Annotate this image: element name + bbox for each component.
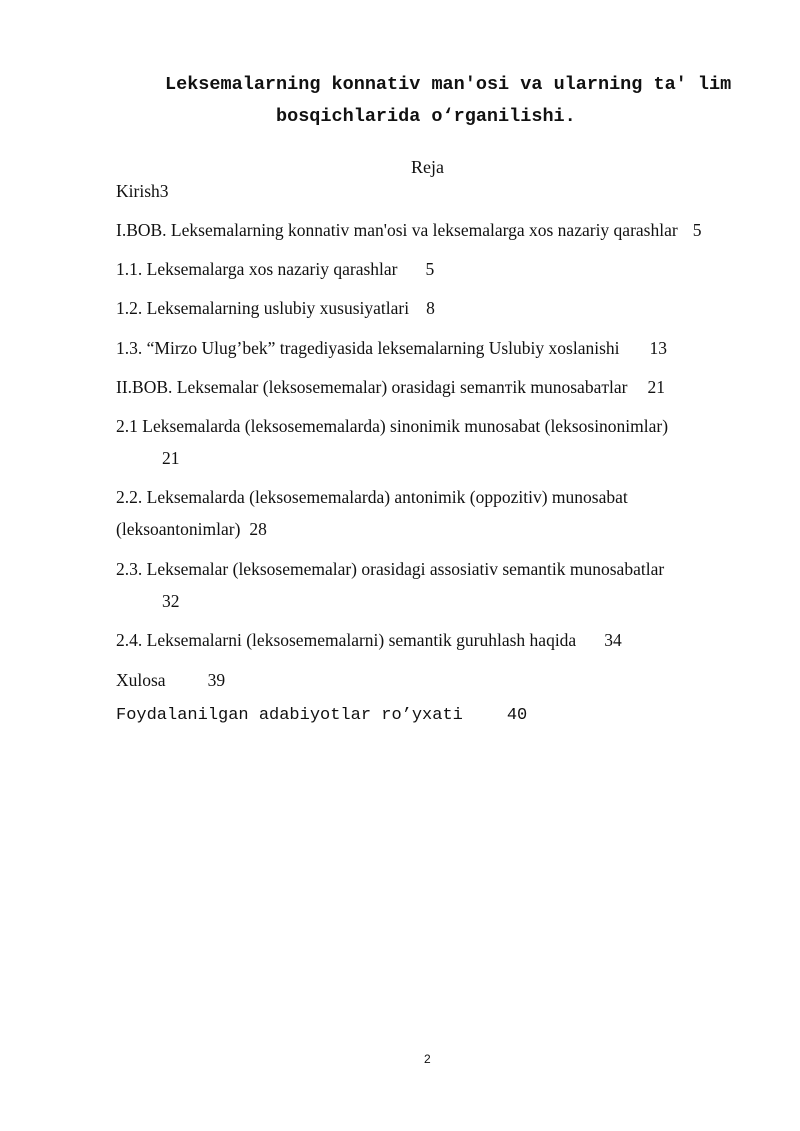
toc-entry-page: 39 (207, 670, 226, 690)
toc-entry-label: Foydalanilgan adabiyotlar ro’yxati (116, 706, 463, 725)
toc-entry-2-4 (116, 630, 622, 651)
toc-entry-page: 21 (647, 377, 665, 397)
page-number: 2 (424, 1052, 431, 1066)
toc-entry-label: I.BOB. Leksemalarning konnativ man'osi va leksemalarga xos nazariy qarashlar (116, 220, 678, 240)
toc-entry-label: 2.1 Leksemalarda (leksosememalarda) sinonimik munosabat (leksosinonimlar) (116, 416, 669, 436)
toc-entry-page: 5 (425, 259, 435, 279)
plan-heading: Reja (411, 157, 444, 177)
toc-entry-2-1 (116, 416, 668, 437)
toc-entry-page: 28 (249, 519, 267, 539)
toc-entry-label: Xulosa (116, 670, 166, 690)
toc-entry-1-3 (116, 338, 667, 359)
toc-entry-2-2-cont (116, 519, 267, 540)
toc-entry-label: Kirish (116, 181, 160, 201)
toc-entry-2-3 (116, 559, 664, 580)
toc-entry-page: 13 (649, 338, 667, 358)
toc-entry-label: 2.2. Leksemalarda (leksosememalarda) antonimik (oppozitiv) munosabat (116, 487, 628, 507)
toc-entry-label: (leksoantonimlar) (116, 519, 241, 539)
toc-entry-intro (116, 181, 169, 202)
toc-entry-bob1 (116, 220, 701, 241)
toc-entry-1-1 (116, 259, 434, 280)
toc-entry-references (116, 706, 527, 725)
document-title-line-1: Leksemalarning konnativ man'osi va ularning ta' lim (165, 74, 732, 95)
toc-entry-bob2 (116, 377, 665, 398)
toc-entry-label: 1.1. Leksemalarga xos nazariy qarashlar (116, 259, 398, 279)
toc-entry-label: II.BOB. Leksemalar (leksosememalar) orasidagi semanтik munosabaтlar (116, 377, 628, 397)
toc-entry-conclusion (116, 670, 225, 691)
toc-entry-page: 8 (426, 298, 435, 318)
toc-entry-page: 32 (162, 591, 180, 611)
toc-entry-1-2 (116, 298, 435, 319)
toc-entry-label: 2.3. Leksemalar (leksosememalar) orasidagi assosiativ semantik munosabatlar (116, 559, 665, 579)
toc-entry-label: 2.4. Leksemalarni (leksosememalarni) semantik guruhlash haqida (116, 630, 577, 650)
toc-entry-2-2 (116, 487, 628, 508)
toc-entry-page: 21 (162, 448, 180, 468)
toc-entry-page: 34 (604, 630, 622, 650)
toc-entry-label: 1.3. “Mirzo Ulug’bek” tragediyasida leksemalarning Uslubiy xoslanishi (116, 338, 620, 358)
toc-entry-page: 40 (506, 706, 528, 725)
document-title-line-2: bosqichlarida o‘rganilishi. (276, 106, 576, 127)
toc-entry-page: 5 (692, 220, 702, 240)
toc-entry-page: 3 (159, 181, 169, 201)
toc-entry-label: 1.2. Leksemalarning uslubiy xususiyatlari (116, 298, 410, 318)
